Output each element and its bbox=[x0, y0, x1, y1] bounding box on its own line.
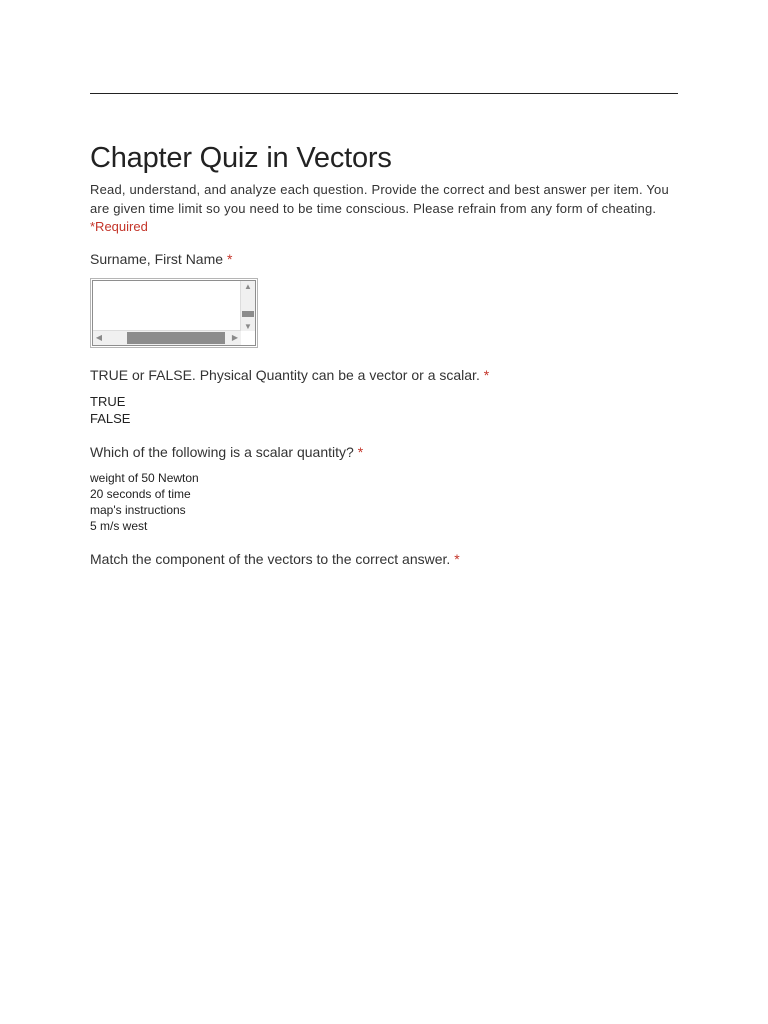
question-true-false-label bbox=[90, 366, 680, 384]
horizontal-scrollbar[interactable] bbox=[93, 330, 241, 345]
arrow-left-icon[interactable]: ◀ bbox=[95, 333, 103, 342]
question-match-label bbox=[90, 550, 680, 568]
option-seconds[interactable]: 20 seconds of time bbox=[90, 487, 191, 501]
option-true[interactable]: TRUE bbox=[90, 394, 126, 409]
required-marker: * bbox=[483, 367, 490, 383]
form-description: Read, understand, and analyze each question. Provide the correct and best answer per item. You are given time limit so you need to be time conscious. Please refrain from any form of cheating. bbox=[90, 182, 669, 216]
option-weight[interactable]: weight of 50 Newton bbox=[90, 471, 199, 485]
arrow-down-icon[interactable]: ▼ bbox=[244, 322, 252, 331]
option-false[interactable]: FALSE bbox=[90, 411, 131, 426]
arrow-up-icon[interactable]: ▲ bbox=[244, 282, 252, 291]
question-scalar-label bbox=[90, 443, 680, 461]
option-velocity[interactable]: 5 m/s west bbox=[90, 519, 148, 533]
name-textarea[interactable] bbox=[90, 278, 258, 348]
quiz-form bbox=[90, 140, 680, 568]
required-marker: * bbox=[226, 251, 233, 267]
question-match-text: Match the component of the vectors to the correct answer. bbox=[90, 551, 451, 567]
scrollbar-corner bbox=[241, 331, 255, 345]
true-false-options bbox=[90, 393, 680, 427]
required-note: *Required bbox=[90, 219, 148, 234]
scalar-options bbox=[90, 470, 680, 534]
arrow-right-icon[interactable]: ▶ bbox=[231, 333, 239, 342]
required-marker: * bbox=[454, 551, 460, 567]
question-name-label bbox=[90, 250, 680, 268]
question-name-text: Surname, First Name bbox=[90, 251, 224, 267]
horizontal-scroll-thumb[interactable] bbox=[127, 332, 225, 344]
option-map[interactable]: map's instructions bbox=[90, 503, 186, 517]
question-true-false-text: TRUE or FALSE. Physical Quantity can be a vector or a scalar. bbox=[90, 367, 480, 383]
required-marker: * bbox=[357, 444, 364, 460]
vertical-scrollbar[interactable] bbox=[240, 281, 255, 333]
vertical-scroll-thumb[interactable] bbox=[242, 311, 254, 317]
form-title: Chapter Quiz in Vectors bbox=[90, 142, 392, 174]
top-divider bbox=[90, 93, 678, 94]
question-scalar-text: Which of the following is a scalar quantity? bbox=[90, 444, 354, 460]
